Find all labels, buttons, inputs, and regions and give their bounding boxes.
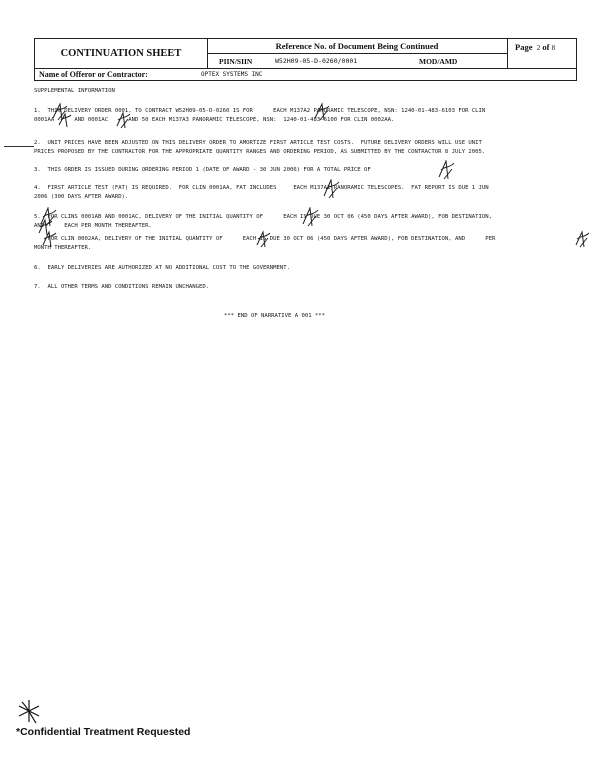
paragraph-7-line-1: 7. ALL OTHER TERMS AND CONDITIONS REMAIN UNCHANGED. — [34, 284, 210, 290]
paragraph-5-line-4: MONTH THEREAFTER. — [34, 245, 92, 251]
margin-mark — [4, 146, 34, 147]
redaction-mark-icon — [312, 102, 332, 122]
paragraph-4-line-1: 4. FIRST ARTICLE TEST (FAT) IS REQUIRED. FOR CLIN 0001AA, FAT INCLUDES EACH M137A2 PANORAMIC TELESCOPES. FAT REPORT IS DUE 1 JUN — [34, 185, 489, 191]
offeror-value: OPTEX SYSTEMS INC — [201, 71, 263, 78]
paragraph-1-line-1: 1. THIS DELIVERY ORDER 0001, TO CONTRACT W52H09-05-D-0260 IS FOR EACH M137A2 PANORAMIC TELESCOPE, NSN: 1240-01-483-6103 FOR CLIN — [34, 108, 486, 114]
page-cell — [507, 39, 576, 68]
paragraph-4-line-2: 2006 (300 DAYS AFTER AWARD). — [34, 194, 129, 200]
redaction-mark-icon — [40, 230, 58, 248]
reference-label: Reference No. of Document Being Continued — [275, 41, 439, 51]
header-table — [34, 38, 577, 69]
sheet-title: CONTINUATION SHEET — [35, 39, 208, 68]
page-label: Page — [515, 42, 533, 52]
paragraph-1-line-2: 0001AA AND 0001AC AND 50 EACH M137A3 PANORAMIC TELESCOPE, NSN: 1240-01-483-6100 FOR CLIN 0002AA. — [34, 117, 395, 123]
paragraph-6-line-1: 6. EARLY DELIVERIES ARE AUTHORIZED AT NO ADDITIONAL COST TO THE GOVERNMENT. — [34, 265, 290, 271]
paragraph-2-line-2: PRICES PROPOSED BY THE CONTRACTOR FOR THE APPROPRIATE QUANTITY RANGES AND ORDERING PERIOD, AS SUBMITTED BY THE CONTRACTOR 8 JULY 2005. — [34, 149, 486, 155]
paragraph-3-line-1: 3. THIS ORDER IS ISSUED DURING ORDERING PERIOD 1 (DATE OF AWARD - 30 JUN 2006) FOR A TOTAL PRICE OF — [34, 167, 371, 173]
piid-label: PIIN/SIIN — [219, 57, 253, 66]
page-indicator — [515, 42, 555, 52]
redaction-mark-icon — [436, 160, 456, 180]
offeror-label: Name of Offeror or Contractor: — [39, 70, 148, 79]
asterisk-mark-icon — [16, 698, 42, 726]
mod-label: MOD/AMD — [419, 57, 458, 66]
section-title: SUPPLEMENTAL INFORMATION — [34, 88, 115, 94]
redaction-mark-icon — [57, 112, 73, 128]
confidential-notice: *Confidential Treatment Requested — [16, 726, 191, 738]
paragraph-2-line-1: 2. UNIT PRICES HAVE BEEN ADJUSTED ON THIS DELIVERY ORDER TO AMORTIZE FIRST ARTICLE TEST COSTS. FUTURE DELIVERY ORDERS WILL USE UNIT — [34, 140, 482, 146]
page-total: 8 — [551, 44, 556, 52]
paragraph-5-line-3: FOR CLIN 0002AA, DELIVERY OF THE INITIAL QUANTITY OF EACH IS DUE 30 OCT 06 (450 DAYS AFTER AWARD), FOB DESTINATION, AND PER — [34, 236, 496, 242]
reference-cell — [207, 39, 508, 68]
reference-subrow — [207, 53, 507, 69]
offeror-row — [34, 69, 577, 81]
paragraph-5-line-2: AND EACH PER MONTH THEREAFTER. — [34, 223, 152, 229]
redaction-mark-icon — [254, 230, 272, 248]
page-number: 2 — [536, 44, 541, 52]
redaction-mark-icon — [114, 111, 132, 129]
paragraph-5-line-1: 5. FOR CLINS 0001AB AND 0001AC, DELIVERY OF THE INITIAL QUANTITY OF EACH IS DUE 30 OCT 06 (450 DAYS AFTER AWARD), FOB DESTINATION, — [34, 214, 493, 220]
redaction-mark-icon — [300, 207, 320, 227]
redaction-mark-icon — [573, 230, 591, 248]
end-of-narrative: *** END OF NARRATIVE A 001 *** — [224, 313, 326, 319]
redaction-mark-icon — [321, 179, 341, 199]
of-label: of — [542, 42, 550, 52]
piid-value: W52H09-05-D-0260/0001 — [275, 57, 358, 65]
